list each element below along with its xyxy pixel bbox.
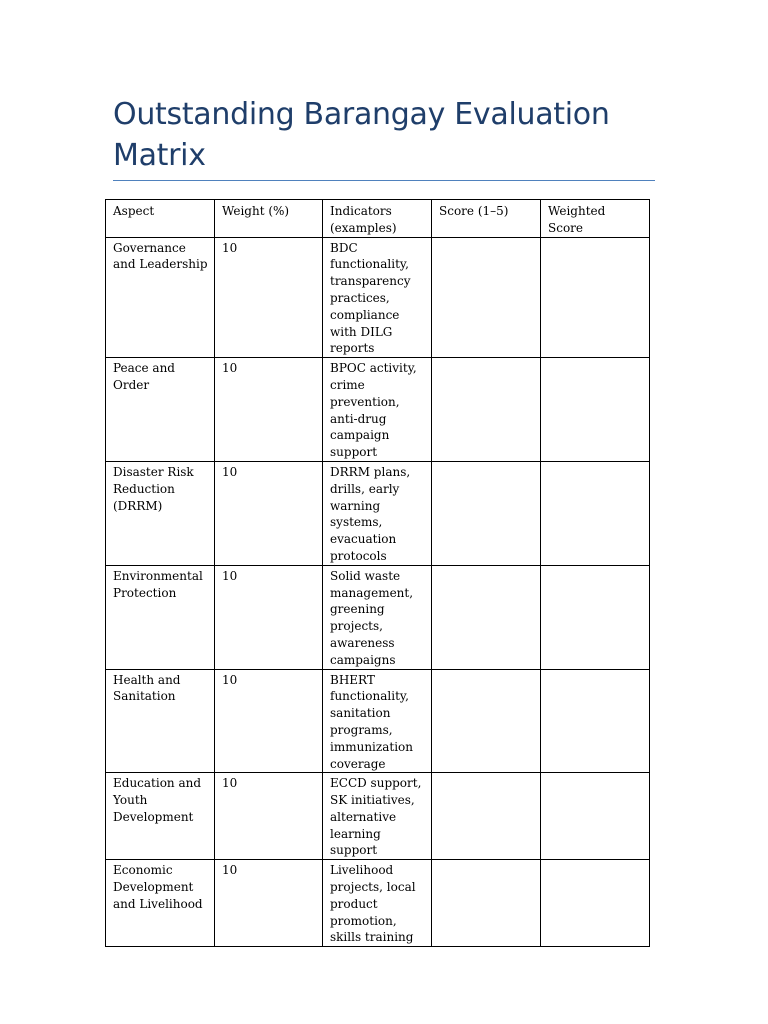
cell-indicators: Solid waste management, greening projects, awareness campaigns — [323, 565, 432, 669]
cell-score — [432, 461, 541, 565]
cell-weight: 10 — [215, 669, 323, 773]
header-score: Score (1–5) — [432, 200, 541, 238]
cell-score — [432, 860, 541, 947]
cell-aspect: Peace and Order — [106, 358, 215, 462]
cell-weighted-score — [541, 565, 650, 669]
header-row — [106, 200, 650, 238]
cell-score — [432, 669, 541, 773]
cell-weight: 10 — [215, 461, 323, 565]
cell-score — [432, 773, 541, 860]
table-row — [106, 773, 650, 860]
evaluation-matrix-table — [105, 199, 650, 947]
header-weighted-score: Weighted Score — [541, 200, 650, 238]
cell-weighted-score — [541, 773, 650, 860]
header-indicators: Indicators (examples) — [323, 200, 432, 238]
table-row — [106, 860, 650, 947]
cell-weighted-score — [541, 461, 650, 565]
cell-indicators: BHERT functionality, sanitation programs, immunization coverage — [323, 669, 432, 773]
cell-weight: 10 — [215, 358, 323, 462]
cell-weighted-score — [541, 358, 650, 462]
table-row — [106, 669, 650, 773]
cell-weight: 10 — [215, 773, 323, 860]
table-row — [106, 237, 650, 358]
table-row — [106, 565, 650, 669]
cell-weight: 10 — [215, 565, 323, 669]
cell-score — [432, 565, 541, 669]
cell-indicators: BPOC activity, crime prevention, anti-drug campaign support — [323, 358, 432, 462]
cell-score — [432, 237, 541, 358]
cell-aspect: Disaster Risk Reduction (DRRM) — [106, 461, 215, 565]
cell-indicators: Livelihood projects, local product promotion, skills training — [323, 860, 432, 947]
table-row — [106, 358, 650, 462]
cell-weight: 10 — [215, 237, 323, 358]
cell-indicators: BDC functionality, transparency practices, compliance with DILG reports — [323, 237, 432, 358]
cell-weighted-score — [541, 669, 650, 773]
cell-aspect: Health and Sanitation — [106, 669, 215, 773]
cell-aspect: Environmental Protection — [106, 565, 215, 669]
cell-score — [432, 358, 541, 462]
document-title: Outstanding Barangay Evaluation Matrix — [113, 97, 610, 173]
cell-aspect: Governance and Leadership — [106, 237, 215, 358]
cell-weight: 10 — [215, 860, 323, 947]
table-row — [106, 461, 650, 565]
cell-weighted-score — [541, 860, 650, 947]
cell-indicators: ECCD support, SK initiatives, alternative learning support — [323, 773, 432, 860]
header-aspect: Aspect — [106, 200, 215, 238]
cell-weighted-score — [541, 237, 650, 358]
header-weight: Weight (%) — [215, 200, 323, 238]
table-header — [106, 200, 650, 238]
table-body — [106, 237, 650, 947]
title-underline — [113, 180, 655, 181]
cell-indicators: DRRM plans, drills, early warning systems, evacuation protocols — [323, 461, 432, 565]
cell-aspect: Economic Development and Livelihood — [106, 860, 215, 947]
cell-aspect: Education and Youth Development — [106, 773, 215, 860]
